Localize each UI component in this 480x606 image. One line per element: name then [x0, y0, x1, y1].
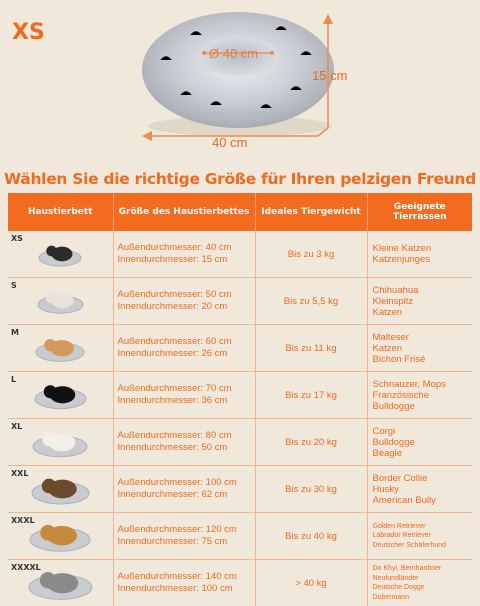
- breed-item: Bulldogge: [373, 437, 473, 448]
- collie-in-bed-icon: [30, 474, 91, 510]
- bed-size-cell: [113, 419, 255, 466]
- inner-diameter: Innendurchmesser: 62 cm: [118, 489, 255, 501]
- size-tag: XS: [12, 20, 45, 45]
- outer-diameter: Außendurchmesser: 80 cm: [118, 430, 255, 442]
- bed-size-cell: [113, 372, 255, 419]
- small-dog-in-bed-icon: [36, 288, 85, 319]
- breeds-cell: [367, 419, 472, 466]
- header-breeds: Geeignete Tierrassen: [367, 193, 472, 231]
- breed-item: Bulldogge: [373, 401, 473, 412]
- table-row: [8, 231, 472, 278]
- breed-item: Border Collie: [373, 473, 473, 484]
- table-row: [8, 513, 472, 560]
- ideal-weight-cell: Bis zu 11 kg: [255, 325, 367, 372]
- inner-diameter: Innendurchmesser: 36 cm: [118, 395, 255, 407]
- pet-bed-cell: [8, 372, 113, 419]
- pet-bed-cell: [8, 560, 113, 606]
- table-row: [8, 419, 472, 466]
- breed-item: Deutsche Dogge: [373, 583, 473, 593]
- size-label: XXXXL: [11, 563, 41, 572]
- breed-item: Kleinspitz: [373, 296, 473, 307]
- pet-bed-cell: [8, 325, 113, 372]
- outer-diameter: Außendurchmesser: 50 cm: [118, 289, 255, 301]
- pet-bed-cell: [8, 513, 113, 560]
- breeds-cell: [367, 325, 472, 372]
- ideal-weight-cell: Bis zu 40 kg: [255, 513, 367, 560]
- kitten-in-bed-icon: [37, 242, 83, 272]
- ideal-weight-cell: Bis zu 30 kg: [255, 466, 367, 513]
- ideal-weight-cell: Bis zu 17 kg: [255, 372, 367, 419]
- breed-item: Schnauzer, Mops: [373, 379, 473, 390]
- bed-size-cell: [113, 466, 255, 513]
- table-row: [8, 278, 472, 325]
- inner-diameter: Innendurchmesser: 75 cm: [118, 536, 255, 548]
- size-label: M: [11, 328, 19, 337]
- size-label: XS: [11, 234, 23, 243]
- breed-item: Do Khyi, Bernhardiner: [373, 564, 473, 574]
- breed-item: Labrador Retriever: [373, 531, 473, 541]
- breeds-cell: [367, 372, 472, 419]
- table-header-row: [8, 193, 472, 231]
- breed-item: American Bully: [373, 495, 473, 506]
- breed-item: Bichon Frisé: [373, 354, 473, 365]
- breeds-cell: [367, 466, 472, 513]
- ideal-weight-cell: Bis zu 20 kg: [255, 419, 367, 466]
- size-label: XXL: [11, 469, 28, 478]
- outer-diameter: Außendurchmesser: 70 cm: [118, 383, 255, 395]
- bed-size-cell: [113, 560, 255, 606]
- breeds-cell: [367, 513, 472, 560]
- breed-item: Dobermann: [373, 593, 473, 603]
- outer-diameter: Außendurchmesser: 40 cm: [118, 242, 255, 254]
- breed-item: Französische: [373, 390, 473, 401]
- table-row: [8, 372, 472, 419]
- pet-bed-cell: [8, 466, 113, 513]
- size-guide-headline: Wählen Sie die richtige Größe für Ihren pelzigen Freund: [0, 170, 480, 188]
- husky-in-bed-icon: [27, 567, 94, 605]
- outer-diameter: Außendurchmesser: 120 cm: [118, 524, 255, 536]
- inner-diameter-label: Ø 40 cm: [209, 46, 258, 61]
- breed-item: Husky: [373, 484, 473, 495]
- breeds-cell: [367, 231, 472, 278]
- breed-item: Golden Retriever: [373, 522, 473, 532]
- bulldog-in-bed-icon: [31, 428, 89, 463]
- width-label: 40 cm: [212, 135, 247, 150]
- pet-bed-cell: [8, 278, 113, 325]
- breed-item: Malteser: [373, 332, 473, 343]
- breeds-cell: [367, 560, 472, 606]
- outer-diameter: Außendurchmesser: 100 cm: [118, 477, 255, 489]
- header-ideal-weight: Ideales Tiergewicht: [255, 193, 367, 231]
- ideal-weight-cell: Bis zu 5,5 kg: [255, 278, 367, 325]
- retriever-in-bed-icon: [28, 520, 92, 557]
- inner-diameter: Innendurchmesser: 20 cm: [118, 301, 255, 313]
- pet-bed-cell: [8, 231, 113, 278]
- orange-cat-in-bed-icon: [34, 335, 86, 367]
- table-row: [8, 325, 472, 372]
- breed-item: Beagle: [373, 448, 473, 459]
- breed-item: Neufundländer: [373, 574, 473, 584]
- inner-diameter: Innendurchmesser: 100 cm: [118, 583, 255, 595]
- pet-bed-cell: [8, 419, 113, 466]
- size-label: L: [11, 375, 16, 384]
- header-bed-size: Größe des Haustierbettes: [113, 193, 255, 231]
- size-label: S: [11, 281, 17, 290]
- outer-diameter: Außendurchmesser: 140 cm: [118, 571, 255, 583]
- breed-item: Katzen: [373, 343, 473, 354]
- size-label: XL: [11, 422, 22, 431]
- inner-diameter: Innendurchmesser: 26 cm: [118, 348, 255, 360]
- product-hero: [0, 0, 480, 165]
- breed-item: Chihuahua: [373, 285, 473, 296]
- bed-size-cell: [113, 325, 255, 372]
- bed-size-cell: [113, 231, 255, 278]
- black-dog-in-bed-icon: [33, 381, 88, 415]
- size-table: [8, 193, 472, 606]
- breeds-cell: [367, 278, 472, 325]
- bed-size-cell: [113, 513, 255, 560]
- table-row: [8, 466, 472, 513]
- height-label: 15 cm: [312, 68, 347, 83]
- ideal-weight-cell: Bis zu 3 kg: [255, 231, 367, 278]
- size-label: XXXL: [11, 516, 35, 525]
- breed-item: Corgi: [373, 426, 473, 437]
- inner-diameter: Innendurchmesser: 15 cm: [118, 254, 255, 266]
- breed-item: Kleine Katzen: [373, 243, 473, 254]
- table-row: [8, 560, 472, 606]
- breed-item: Katzen: [373, 307, 473, 318]
- breed-item: Katzenjunges: [373, 254, 473, 265]
- breed-item: Deutscher Schäferhund: [373, 541, 473, 551]
- inner-diameter: Innendurchmesser: 50 cm: [118, 442, 255, 454]
- outer-diameter: Außendurchmesser: 60 cm: [118, 336, 255, 348]
- ideal-weight-cell: > 40 kg: [255, 560, 367, 606]
- bed-size-cell: [113, 278, 255, 325]
- header-pet-bed: Haustierbett: [8, 193, 113, 231]
